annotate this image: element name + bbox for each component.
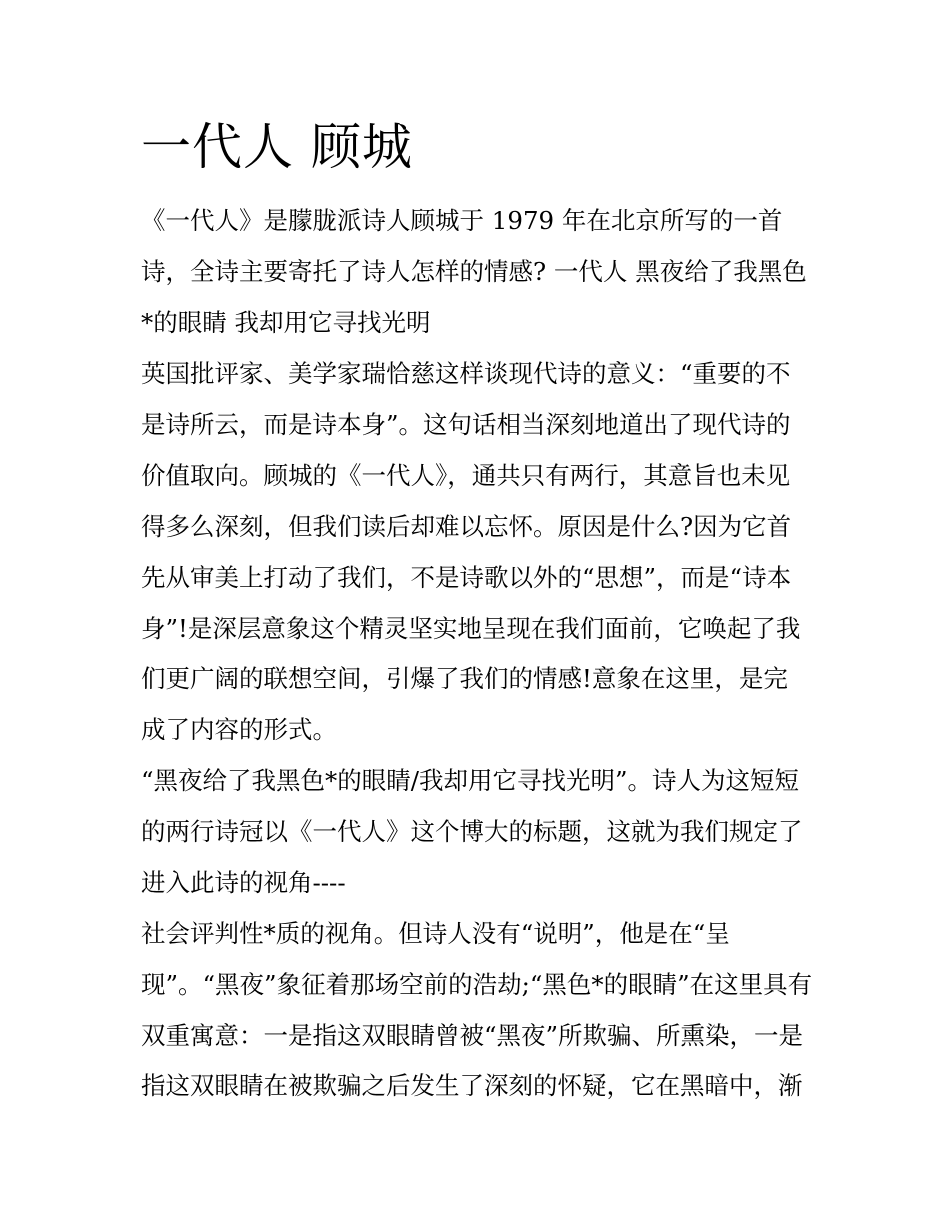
- page-title: 一代人 顾城: [141, 118, 413, 176]
- body-line: 价值取向。顾城的《一代人》，通共只有两行，其意旨也未见: [141, 461, 791, 490]
- body-line: 英国批评家、美学家瑞恰慈这样谈现代诗的意义：“重要的不: [141, 359, 791, 388]
- body-line: 现”。“黑夜”象征着那场空前的浩劫;“黑色*的眼睛”在这里具有: [141, 970, 813, 999]
- body-line: 先从审美上打动了我们，不是诗歌以外的“思想”，而是“诗本: [141, 563, 792, 592]
- body-line: 成了内容的形式。: [141, 715, 337, 744]
- body-line: “黑夜给了我黑色*的眼睛/我却用它寻找光明”。诗人为这短短: [141, 766, 800, 795]
- body-line: 的两行诗冠以《一代人》这个博大的标题，这就为我们规定了: [141, 817, 803, 846]
- body-line: *的眼睛 我却用它寻找光明: [141, 308, 431, 337]
- body-line: 身”!是深层意象这个精灵坚实地呈现在我们面前，它唤起了我: [141, 614, 801, 643]
- body-line: 们更广阔的联想空间，引爆了我们的情感!意象在这里，是完: [141, 664, 788, 693]
- body-line: 社会评判性*质的视角。但诗人没有“说明”，他是在“呈: [141, 919, 730, 948]
- body-line: 指这双眼睛在被欺骗之后发生了深刻的怀疑，它在黑暗中，渐: [141, 1071, 803, 1100]
- body-line: 得多么深刻，但我们读后却难以忘怀。原因是什么?因为它首: [141, 512, 792, 541]
- body-line: 进入此诗的视角----: [141, 868, 346, 897]
- body-line: 双重寓意：一是指这双眼睛曾被“黑夜”所欺骗、所熏染，一是: [141, 1021, 804, 1050]
- body-line: 是诗所云，而是诗本身”。这句话相当深刻地道出了现代诗的: [141, 410, 791, 439]
- body-line: 诗，全诗主要寄托了诗人怎样的情感? 一代人 黑夜给了我黑色: [141, 257, 807, 286]
- body-line: 《一代人》是朦胧派诗人顾城于 1979 年在北京所写的一首: [141, 206, 783, 235]
